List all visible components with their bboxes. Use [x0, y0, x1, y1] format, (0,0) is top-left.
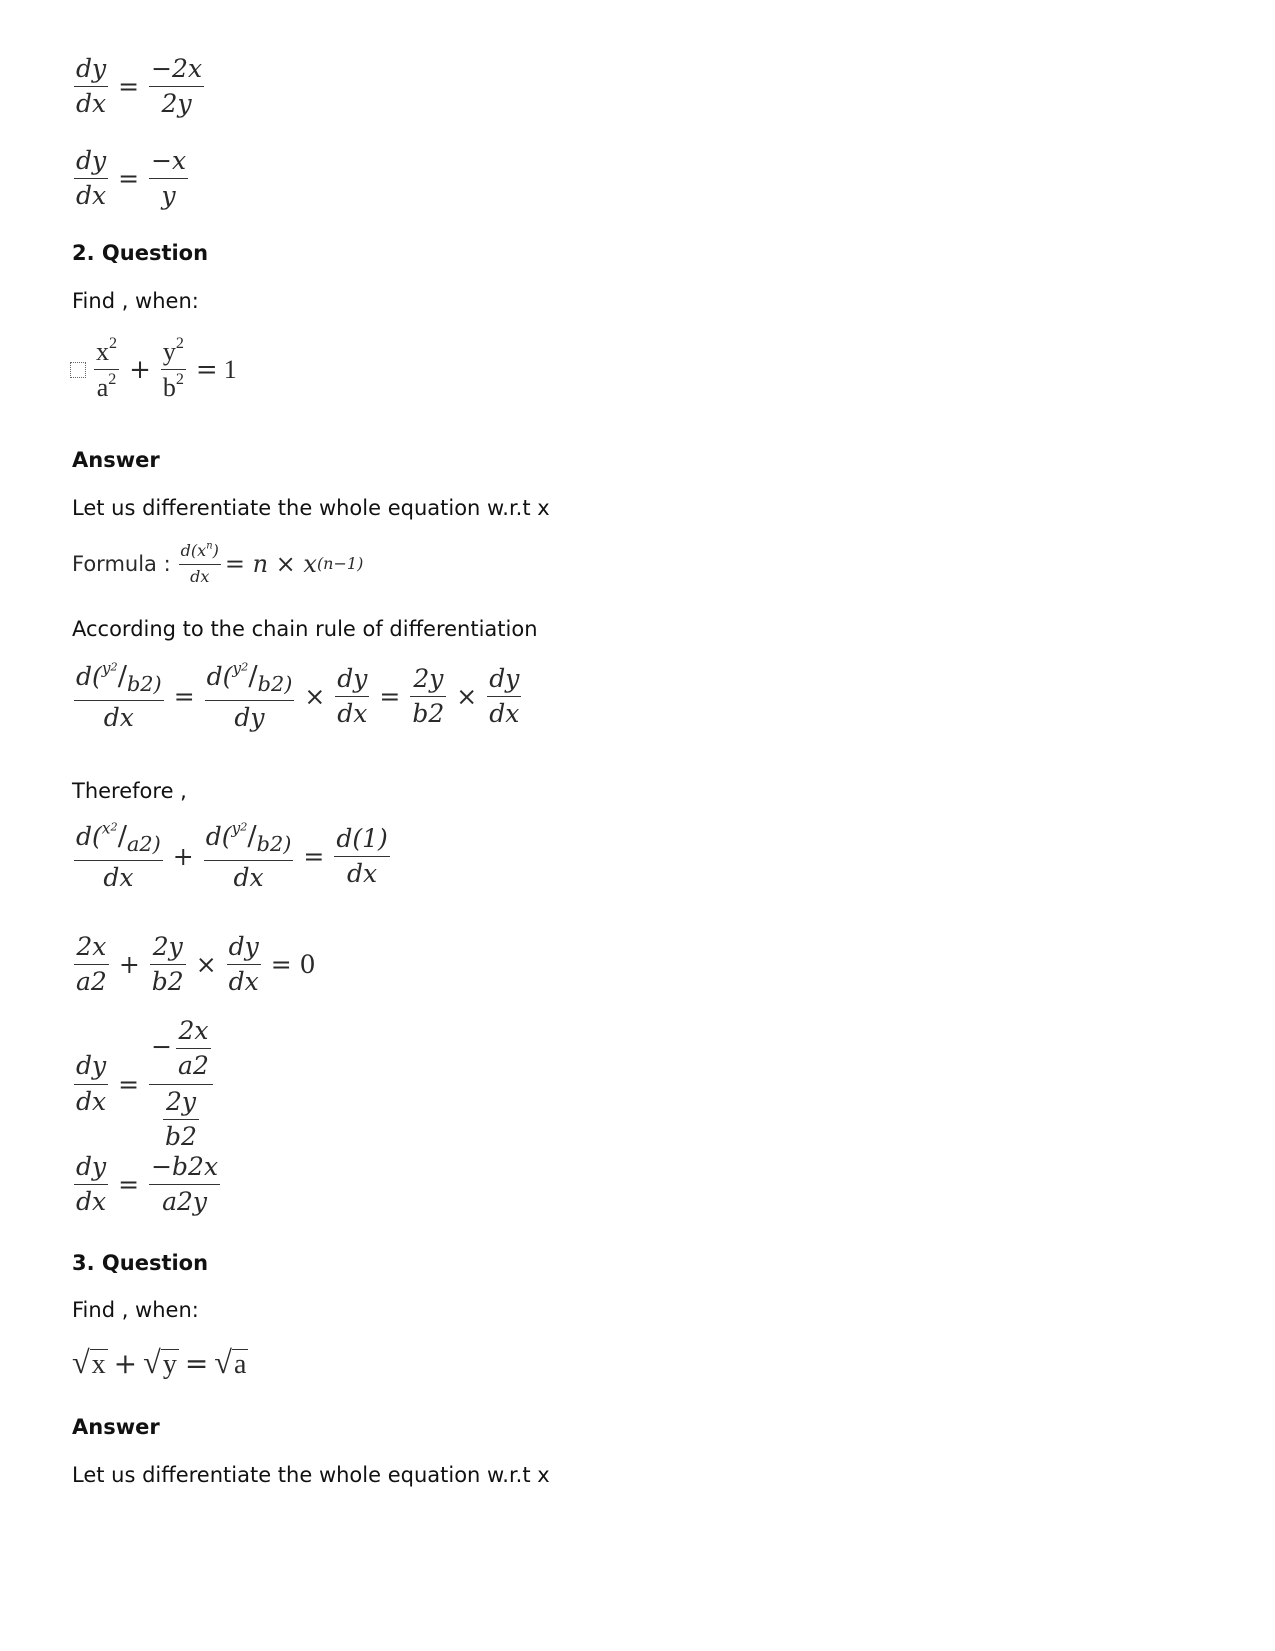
formula-line: Formula : $\frac{d(x^n)}{dx}$ = n × x (n−1)	[72, 540, 364, 586]
question-3-prompt: Find , when:	[72, 1298, 199, 1322]
question-2-equation: $\frac{x^2}{a^2}$ + $\frac{y^2}{b^2}$ = 1	[70, 338, 237, 402]
question-3-heading: 3. Question	[72, 1251, 209, 1275]
step-3-equation: $\frac{dy}{dx}$ = $\frac{-b2x}{a2y}$	[76, 1152, 219, 1217]
answer-intro: Let us differentiate the whole equation w.r.t x	[72, 496, 550, 520]
prev-equation-1: $\frac{dy}{dx}$ = $\frac{-2x}{2y}$	[76, 54, 203, 119]
chain-rule-text: According to the chain rule of differentiation	[72, 617, 538, 641]
question-2-prompt: Find , when:	[72, 289, 199, 313]
therefore-text: Therefore ,	[72, 779, 187, 803]
prev-equation-2: $\frac{dy}{dx}$ = $\frac{-x}{y}$	[76, 146, 187, 211]
step-1-equation: $\frac{2x}{a2}$ + $\frac{2y}{b2}$ × $\frac{dy}{dx}$ = 0	[76, 932, 316, 997]
chain-rule-equation: $\frac{d(^{y2}/_{b2)}}{dx}$ = $\frac{d(^{y2}/_{b2)}}{dy}$ × $\frac{dy}{dx}$ = $\frac{2y}{b2}$ × $\frac{dy}{dx}$	[76, 659, 520, 732]
question-2-heading: 2. Question	[72, 241, 209, 265]
missing-glyph-icon	[70, 362, 86, 378]
sum-equation: $\frac{d(^{x2}/_{a2)}}{dx}$ + $\frac{d(^{y2}/_{b2)}}{dx}$ = $\frac{d(1)}{dx}$	[76, 819, 388, 892]
question-3-equation: √ x + √ y = √ a	[72, 1344, 247, 1380]
step-2-equation: $\frac{dy}{dx}$ = − $\frac{2x}{a2}$ $\frac{2y}{b2}$	[70, 1018, 217, 1150]
question-3-answer-intro: Let us differentiate the whole equation w.r.t x	[72, 1463, 550, 1487]
answer-heading: Answer	[72, 448, 160, 472]
question-3-answer-heading: Answer	[72, 1415, 160, 1439]
